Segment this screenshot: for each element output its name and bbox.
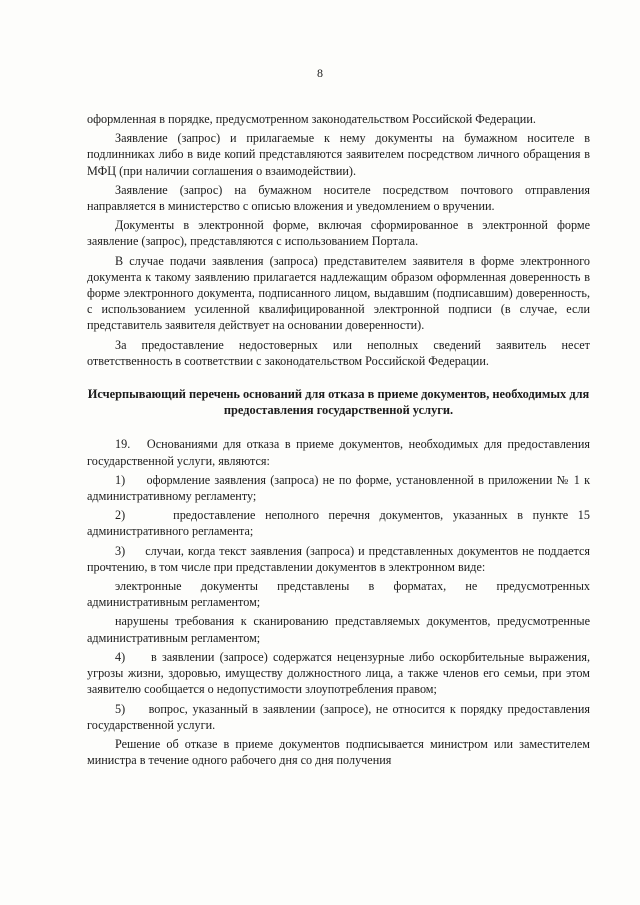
document-body [87,111,590,771]
list-item: 2) предоставление неполного перечня документов, указанных в пункте 15 административного регламента; [87,508,590,539]
paragraph: Заявление (запрос) на бумажном носителе посредством почтового отправления направляется в министерство с описью вложения и уведомлением о вручении. [87,182,590,214]
paragraph: Решение об отказе в приеме документов подписывается министром или заместителем министра в течение одного рабочего дня со дня получения [87,736,590,768]
page-number: 8 [317,66,323,80]
sub-item: нарушены требования к сканированию представляемых документов, предусмотренные административным регламентом; [87,614,590,645]
paragraph: Документы в электронной форме, включая сформированное в электронной форме заявление (запрос), представляются с использованием Портала. [87,218,590,249]
paragraph: 19. Основаниями для отказа в приеме документов, необходимых для предоставления государственной услуги, являются: [87,437,590,468]
list-item: 3) случаи, когда текст заявления (запроса) и представленных документов не поддается прочтению, в том числе при представлении документов в электронном виде: [87,543,590,574]
list-item: 5) вопрос, указанный в заявлении (запросе), не относится к порядку предоставления государственной услуги. [87,701,590,732]
paragraph: В случае подачи заявления (запроса) представителем заявителя в форме электронного документа к такому заявлению прилагается надлежащим образом оформленная доверенность в форме электронного документа, подписанного лицом, выдавшим (подписавшим) доверенность, с использованием усиленной квалифицированной электронной подписи (в случае, если представитель заявителя действует на основании доверенности). [87,253,590,333]
list-item: 4) в заявлении (запросе) содержатся нецензурные либо оскорбительные выражения, угрозы жизни, здоровью, имуществу должностного лица, а также членов его семьи, при этом заявителю сообщается о недопустимости злоупотребления правом; [87,649,590,697]
paragraph: За предоставление недостоверных или неполных сведений заявитель несет ответственность в соответствии с законодательством Российской Федерации. [87,337,590,368]
paragraph: оформленная в порядке, предусмотренном законодательством Российской Федерации. [87,112,536,126]
sub-item: электронные документы представлены в форматах, не предусмотренных административным регламентом; [87,579,590,610]
paragraph: Заявление (запрос) и прилагаемые к нему документы на бумажном носителе в подлинниках либо в виде копий представляются заявителем посредством личного обращения в МФЦ (при наличии соглашения о взаимодействии). [87,131,590,178]
list-item: 1) оформление заявления (запроса) не по форме, установленной в приложении № 1 к административному регламенту; [87,472,590,504]
section-heading: Исчерпывающий перечень оснований для отказа в приеме документов, необходимых для предоставления государственной услуги. [87,387,590,418]
